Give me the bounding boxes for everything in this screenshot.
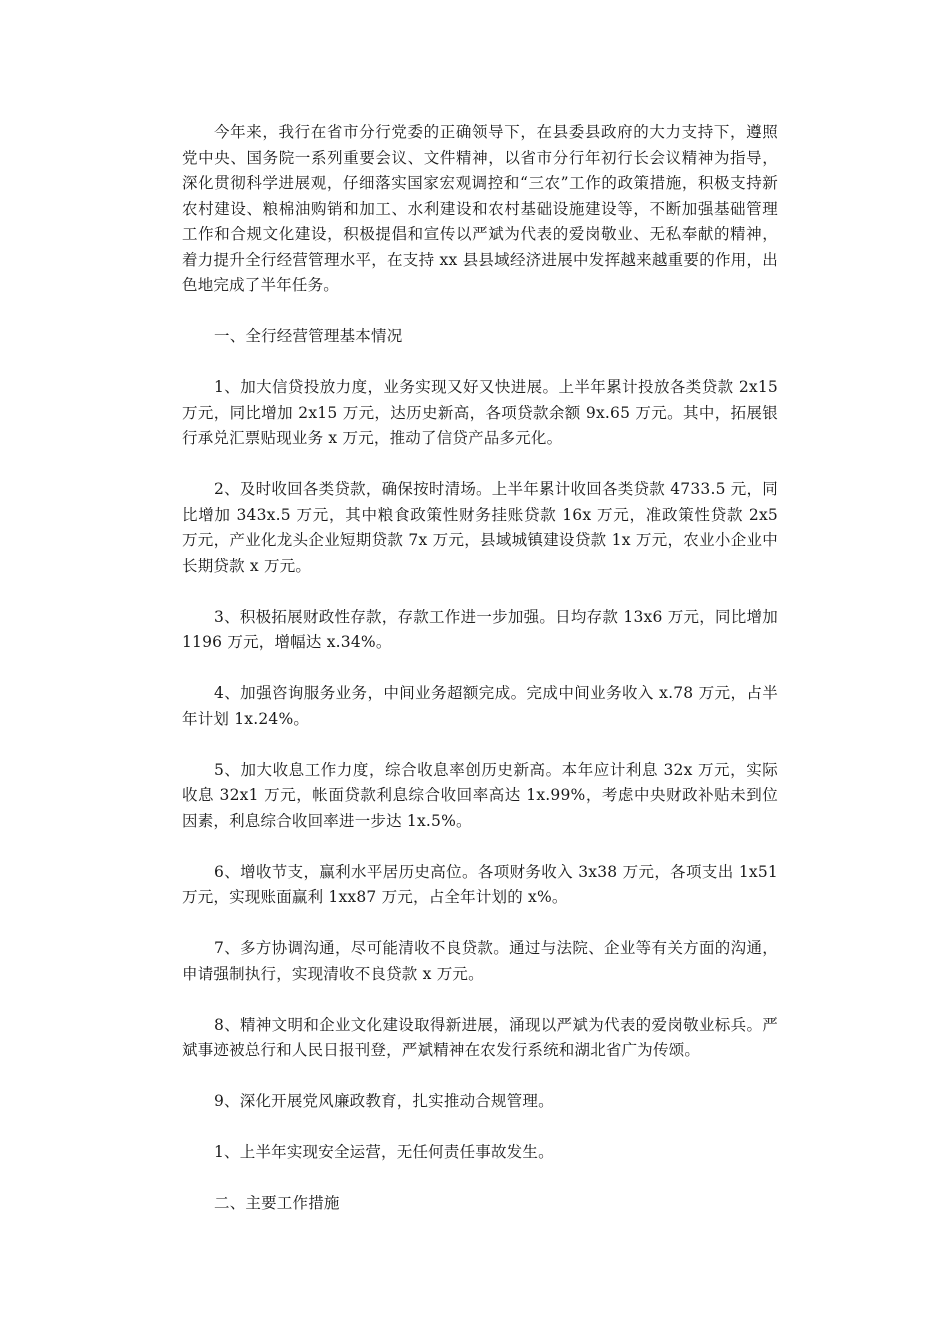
item-paragraph-9: 9、深化开展党风廉政教育，扎实推动合规管理。 <box>214 1092 554 1110</box>
document-body <box>182 120 778 1217</box>
item-paragraph-4: 4、加强咨询服务业务，中间业务超额完成。完成中间业务收入 x.78 万元，占半年计划 1x.24%。 <box>182 684 778 728</box>
item-paragraph-10: 1、上半年实现安全运营，无任何责任事故发生。 <box>214 1143 554 1161</box>
section-heading-2: 二、主要工作措施 <box>214 1194 340 1212</box>
item-paragraph-2: 2、及时收回各类贷款，确保按时清场。上半年累计收回各类贷款 4733.5 元，同比增加 343x.5 万元，其中粮食政策性财务挂账贷款 16x 万元，准政策性贷款 2x5 万元，产业化龙头企业短期贷款 7x 万元，县域城镇建设贷款 1x 万元，农业小企业中长期贷款 x 万元。 <box>182 480 778 575</box>
item-paragraph-1: 1、加大信贷投放力度，业务实现又好又快进展。上半年累计投放各类贷款 2x15 万元，同比增加 2x15 万元，达历史新高，各项贷款余额 9x.65 万元。其中，拓展银行承兑汇票贴现业务 x 万元，推动了信贷产品多元化。 <box>182 378 778 447</box>
intro-paragraph: 今年来，我行在省市分行党委的正确领导下，在县委县政府的大力支持下，遵照党中央、国务院一系列重要会议、文件精神，以省市分行年初行长会议精神为指导，深化贯彻科学进展观，仔细落实国家宏观调控和“三农”工作的政策措施，积极支持新农村建设、粮棉油购销和加工、水利建设和农村基础设施建设等，不断加强基础管理工作和合规文化建设，积极提倡和宣传以严斌为代表的爱岗敬业、无私奉献的精神，着力提升全行经营管理水平，在支持 xx 县县域经济进展中发挥越来越重要的作用，出色地完成了半年任务。 <box>182 123 778 294</box>
item-paragraph-7: 7、多方协调沟通，尽可能清收不良贷款。通过与法院、企业等有关方面的沟通，申请强制执行，实现清收不良贷款 x 万元。 <box>182 939 778 983</box>
item-paragraph-3: 3、积极拓展财政性存款，存款工作进一步加强。日均存款 13x6 万元，同比增加 1196 万元，增幅达 x.34%。 <box>182 607 778 651</box>
item-paragraph-6: 6、增收节支，赢利水平居历史高位。各项财务收入 3x38 万元，各项支出 1x51 万元，实现账面赢利 1xx87 万元，占全年计划的 x%。 <box>182 862 778 906</box>
item-paragraph-5: 5、加大收息工作力度，综合收息率创历史新高。本年应计利息 32x 万元，实际收息 32x1 万元，帐面贷款利息综合收回率高达 1x.99%，考虑中央财政补贴未到位因素，利息综合收回率进一步达 1x.5%。 <box>182 760 778 830</box>
item-paragraph-8: 8、精神文明和企业文化建设取得新进展，涌现以严斌为代表的爱岗敬业标兵。严斌事迹被总行和人民日报刊登，严斌精神在农发行系统和湖北省广为传颂。 <box>182 1015 778 1059</box>
section-heading-1: 一、全行经营管理基本情况 <box>214 327 403 345</box>
